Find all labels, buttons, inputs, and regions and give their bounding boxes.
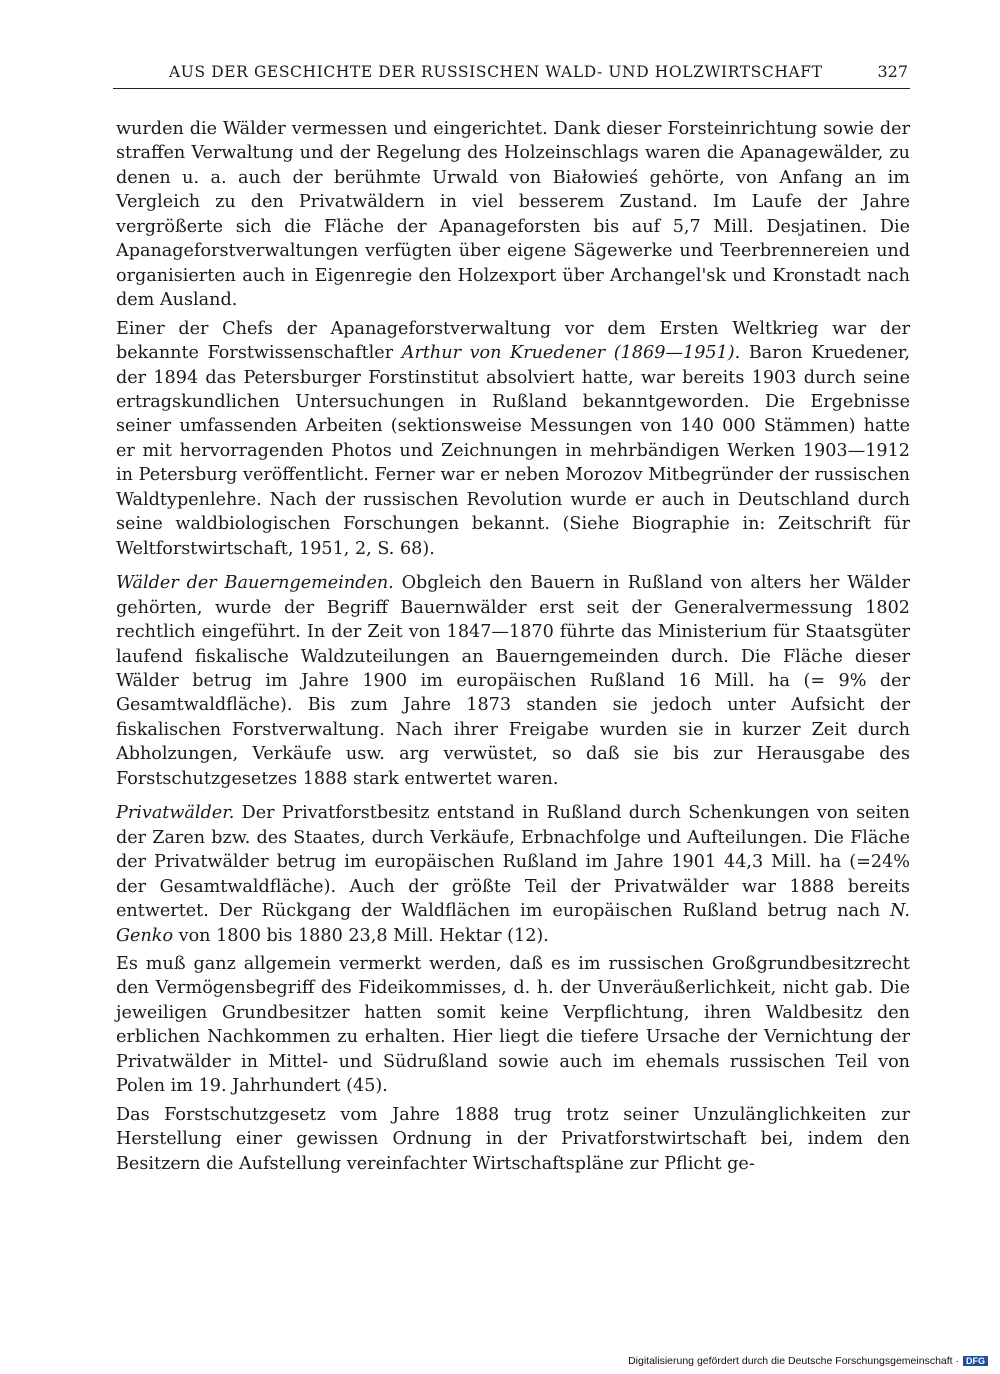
section-heading-privatwaelder: Privatwälder.: [116, 803, 235, 824]
page-number: 327: [877, 62, 908, 81]
text-segment: Einer der Chefs der Apanageforstverwaltung vor dem Ersten Weltkrieg war der bekannte Forstwissenschaftler: [116, 318, 910, 364]
paragraph-private-forests: [116, 801, 910, 948]
digitization-footer: [628, 1355, 988, 1367]
paragraph-peasant-forests: [116, 571, 910, 791]
paragraph-fideicommissum: [116, 952, 910, 1099]
text-segment: Das Forstschutzgesetz vom Jahre 1888 trug trotz seiner Unzulänglichkeiten zur Herstellung einer gewissen Ordnung in der Privatforstwirtschaft bei, indem den Besitzern die Aufstellung vereinfachter Wirtschaftspläne zur Pflicht ge-: [116, 1104, 910, 1174]
text-segment: Der Privatforstbesitz entstand in Rußland durch Schenkungen von seiten der Zaren bzw. des Staates, durch Verkäufe, Erbnachfolge und Aufteilungen. Die Fläche der Privatwälder betrug im europäischen Rußland im Jahre 1901 44,3 Mill. ha (=24% der Gesamtwaldfläche). Auch der größte Teil der Privatwälder war 1888 bereits entwertet. Der Rückgang der Waldflächen im europäischen Rußland betrug nach: [116, 803, 910, 922]
text-segment: Obgleich den Bauern in Rußland von alters her Wälder gehörten, wurde der Begriff Bauernwälder erst seit der Generalvermessung 1802 rechtlich eingeführt. In der Zeit von 1847—1870 führte das Ministerium für Staatsgüter laufend fiskalische Waldzuteilungen an Bauerngemeinden durch. Die Fläche dieser Wälder betrug im Jahre 1900 im europäischen Rußland 16 Mill. ha (= 9% der Gesamtwaldfläche). Bis zum Jahre 1873 standen sie jedoch unter Aufsicht der fiskalischen Forstverwaltung. Nach ihrer Freigabe wurden sie in kurzer Zeit durch Abholzungen, Verkäufe usw. arg verwüstet, so daß sie bis zur Herausgabe des Forstschutzgesetzes 1888 stark entwertet waren.: [116, 573, 910, 789]
text-segment: wurden die Wälder vermessen und eingerichtet. Dank dieser Forsteinrichtung sowie der straffen Verwaltung und der Regelung des Holzeinschlags waren die Apanagewälder, zu denen u. a. auch der berühmte Urwald von Białowieś gehörte, von Anfang an im Vergleich zu den Privatwäldern in viel besserem Zustand. Im Laufe der Jahre vergrößerte sich die Fläche der Apanageforsten bis auf 5,7 Mill. Desjatinen. Die Apanageforstverwaltungen verfügten über eigene Sägewerke und Teerbrennereien und organisierten auch in Eigenregie den Holzexport über Archangel'sk und Kronstadt nach dem Ausland.: [116, 119, 910, 311]
text-segment: von 1800 bis 1880 23,8 Mill. Hektar (12).: [173, 925, 549, 946]
paragraph-apanage-forests: [116, 117, 910, 313]
body-text: [116, 117, 910, 1176]
person-name-kruedener: Arthur von Kruedener (1869—1951).: [401, 343, 741, 364]
text-segment: Es muß ganz allgemein vermerkt werden, daß es im russischen Großgrundbesitzrecht den Vermögensbegriff des Fideikommisses, d. h. der Unveräußerlichkeit, nicht gab. Die jeweiligen Grundbesitzer hatten somit keine Verpflichtung, ihren Waldbesitz den erblichen Nachkommen zu erhalten. Hier liegt die tiefere Ursache der Vernichtung der Privatwälder in Mittel- und Südrußland sowie auch im ehemals russischen Teil von Polen im 19. Jahrhundert (45).: [116, 953, 910, 1097]
running-header-title: AUS DER GESCHICHTE DER RUSSISCHEN WALD- UND HOLZWIRTSCHAFT: [169, 63, 823, 81]
paragraph-forest-protection-law: [116, 1103, 910, 1176]
running-header: [113, 60, 910, 89]
paragraph-kruedener: [116, 317, 910, 562]
dfg-logo: DFG: [963, 1356, 988, 1366]
person-name-genko: N. Genko: [116, 901, 910, 946]
footer-credit: Digitalisierung gefördert durch die Deutsche Forschungsgemeinschaft ·: [628, 1355, 959, 1367]
section-heading-bauerngemeinden: Wälder der Bauerngemeinden.: [116, 573, 394, 594]
text-segment: Baron Kruedener, der 1894 das Petersburger Forstinstitut absolviert hatte, war bereits 1903 durch seine ertragskundlichen Untersuchungen in Rußland bekanntgeworden. Die Ergebnisse seiner umfassenden Arbeiten (sektionsweise Messungen von 140 000 Stämmen) hatte er mit hervorragenden Photos und Zeichnungen in mehrbändigen Werken 1903—1912 in Petersburg veröffentlicht. Ferner war er neben Morozov Mitbegründer der russischen Waldtypenlehre. Nach der russischen Revolution wurde er auch in Deutschland durch seine waldbiologischen Forschungen bekannt. (Siehe Biographie in: Zeitschrift für Weltforstwirtschaft, 1951, 2, S. 68).: [116, 343, 910, 559]
